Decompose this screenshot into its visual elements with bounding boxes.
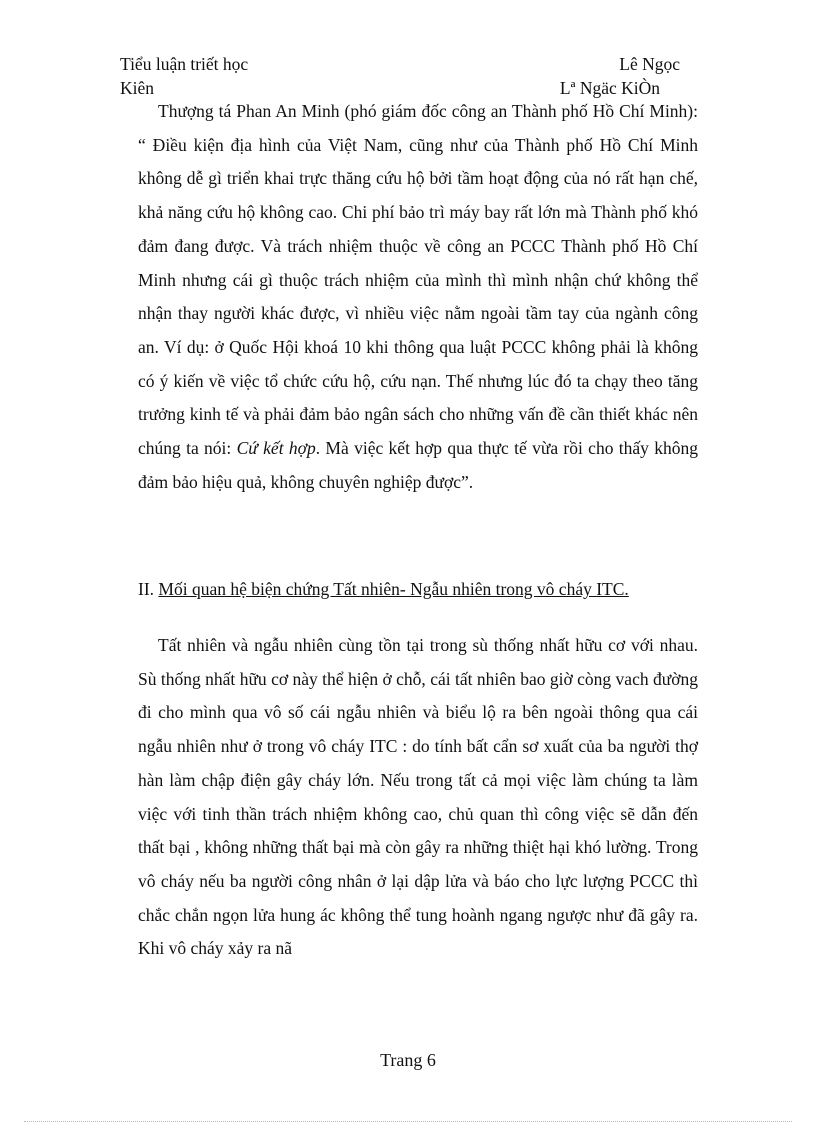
page-bottom-divider: [24, 1121, 792, 1122]
header-course-title: Tiểu luận triết học: [120, 54, 249, 74]
section-heading: [138, 573, 718, 606]
analysis-paragraph: Tất nhiên và ngẫu nhiên cùng tồn tại trong sù thống nhất hữu cơ với nhau. Sù thống nhất hữu cơ này thể hiện ở chỗ, cái tất nhiên bao giờ còng vach đường đi cho mình qua vô số cái ngẫu nhiên và biểu lộ ra bên ngoài thông qua cái ngẫu nhiên như ở trong vô cháy ITC : do tính bất cẩn sơ xuất của ba người thợ hàn làm chập điện gây cháy lớn. Nếu trong tất cả mọi việc làm chúng ta làm việc với tinh thần trách nhiệm không cao, chủ quan thì công việc sẽ dẫn đến thất bại , không những thất bại mà còn gây ra những thiệt hại khó lường. Trong vô cháy nếu ba người công nhân ở lại dập lửa và báo cho lực lượng PCCC thì chắc chắn ngọn lửa hung ác không thể tung hoành ngang ngược như đã gây ra. Khi vô cháy xảy ra nã: [138, 635, 698, 959]
quote-italic-phrase: Cứ kết hợp: [236, 438, 316, 459]
header-author-encoded: Lª Ngäc KiÒn: [559, 78, 660, 98]
page-header: [120, 52, 680, 100]
quote-paragraph-block: [138, 95, 698, 499]
header-author-continued: Kiên: [120, 78, 155, 98]
analysis-paragraph-block: [138, 629, 698, 966]
quote-text-main: Thượng tá Phan An Minh (phó giám đốc công an Thành phố Hồ Chí Minh): “ Điều kiện địa hình của Việt Nam, cũng như của Thành phố Hồ Chí Minh không dễ gì triển khai trực thăng cứu hộ bởi tầm hoạt động của nó rất hạn chế, khả năng cứu hộ không cao. Chi phí bảo trì máy bay rất lớn mà Thành phố khó đảm đang được. Và trách nhiệm thuộc về công an PCCC Thành phố Hồ Chí Minh nhưng cái gì thuộc trách nhiệm của mình thì mình nhận chứ không thể nhận thay người khác được, vì nhiều việc nằm ngoài tầm tay của ngành công an. Ví dụ: ở Quốc Hội khoá 10 khi thông qua luật PCCC không phải là không có ý kiến về việc tổ chức cứu hộ, cứu nạn. Thế nhưng lúc đó ta chạy theo tăng trưởng kinh tế và phải đảm bảo ngân sách cho những vấn đề cần thiết khác nên chúng ta nói:: [138, 101, 698, 459]
section-title: Mối quan hệ biện chứng Tất nhiên- Ngẫu nhiên trong vô cháy ITC.: [158, 579, 629, 599]
quote-paragraph: [138, 95, 698, 499]
section-number: II.: [138, 579, 159, 599]
header-author-name: Lê Ngọc: [619, 54, 680, 74]
header-row-1: [120, 52, 680, 76]
quote-text-end: . Mà việc kết hợp qua thực tế vừa rồi cho thấy không đảm bảo hiệu quả, không chuyên nghiệp được”.: [138, 438, 698, 492]
page-number: Trang 6: [380, 1050, 436, 1070]
